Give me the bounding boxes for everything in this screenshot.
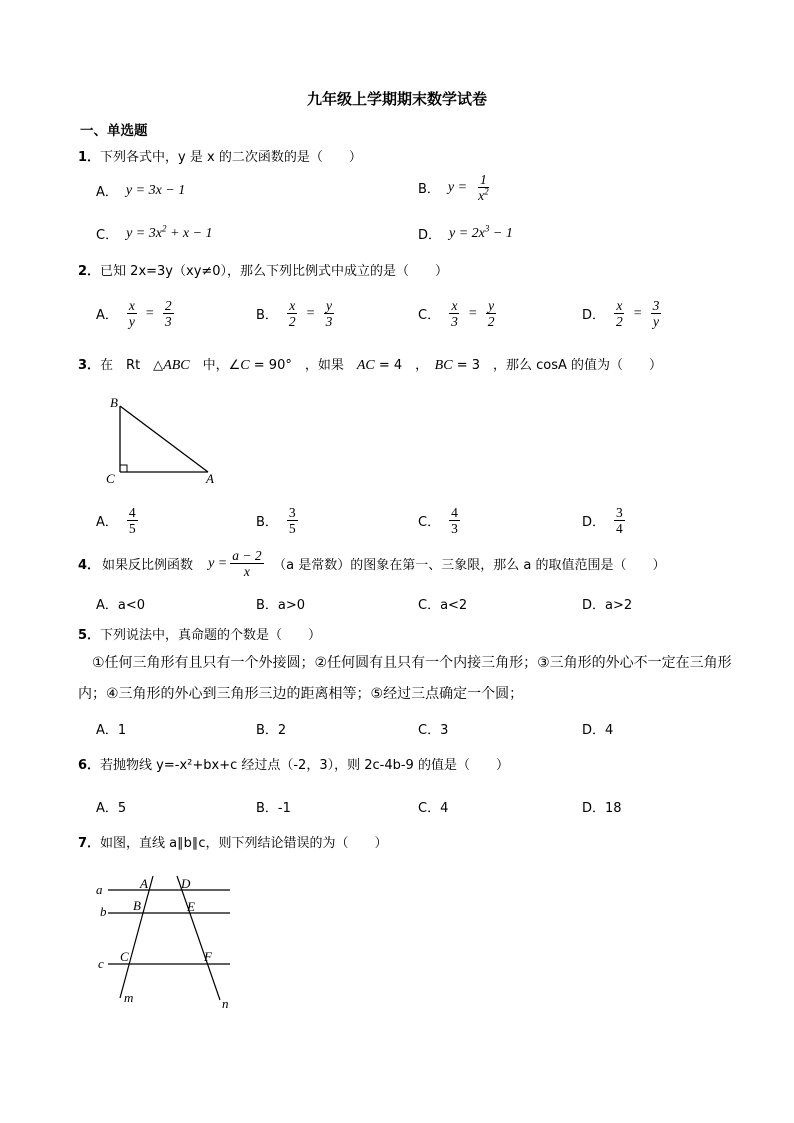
q4-option-d[interactable]: D．a>2 — [582, 598, 633, 613]
q2-option-d[interactable] — [582, 298, 662, 329]
option-label: C． — [418, 308, 441, 323]
q5-option-a[interactable]: A．1 — [96, 723, 127, 738]
q2-option-a[interactable] — [96, 298, 175, 329]
fraction-right: $\frac{3}{y}$ — [652, 298, 660, 329]
label-m: m — [124, 990, 134, 1005]
question-number: 3． — [78, 358, 101, 373]
question-number: 7． — [78, 836, 101, 851]
question-5 — [78, 624, 321, 643]
fraction: $\frac{3}{5}$ — [288, 505, 296, 536]
vertex-a-label: A — [206, 471, 214, 486]
q3-option-c[interactable] — [418, 505, 461, 536]
option-math: $y = 3x^2 + x - 1$ — [126, 222, 213, 241]
q4-option-c[interactable]: C．a<2 — [418, 598, 468, 613]
vertex-c-label: C — [106, 471, 115, 486]
label-point-e: E — [187, 899, 195, 914]
fraction-right: $\frac{2}{3}$ — [164, 298, 172, 329]
function-lhs: y = — [208, 555, 228, 571]
label-point-f: F — [204, 949, 212, 964]
question-1 — [78, 146, 362, 165]
option-label: B． — [256, 515, 278, 530]
right-angle-mark — [120, 465, 127, 472]
equals-sign: = — [306, 305, 315, 321]
option-label: A． — [96, 515, 118, 530]
question-number: 6． — [78, 758, 101, 773]
label-n: n — [222, 996, 229, 1011]
right-triangle-figure — [100, 392, 230, 492]
option-math: $y = 2x^3 - 1$ — [449, 222, 513, 241]
side-ab — [120, 406, 208, 472]
denominator: $x^2$ — [478, 186, 489, 203]
q5-option-c[interactable]: C．3 — [418, 723, 449, 738]
label-point-d: D — [181, 876, 191, 891]
option-label: D． — [418, 228, 442, 243]
function-fraction: $\frac{a - 2}{x}$ — [232, 548, 262, 579]
question-6 — [78, 754, 509, 773]
q5-option-d[interactable]: D．4 — [582, 723, 614, 738]
q5-statements: ①任何三角形有且只有一个外接圆；②任何圆有且只有一个内接三角形；③三角形的外心不一定在三角形内；④三角形的外心到三角形三边的距离相等；⑤经过三点确定一个圆； — [78, 655, 732, 702]
fraction: $\frac{3}{4}$ — [616, 505, 623, 536]
question-4 — [78, 548, 665, 579]
q1-option-b[interactable] — [418, 172, 492, 203]
question-text: 如图，直线 a∥b∥c，则下列结论错误的为（ ） — [100, 836, 388, 851]
option-label: B． — [418, 182, 440, 197]
q2-option-c[interactable] — [418, 298, 497, 329]
question-number: 1． — [78, 150, 101, 165]
option-math: y = 3x − 1 — [125, 182, 186, 198]
parallel-lines-figure — [90, 868, 250, 1018]
q6-option-a[interactable]: A．5 — [96, 801, 127, 816]
q1-option-a[interactable] — [96, 181, 185, 200]
option-label: D． — [582, 515, 606, 530]
q6-option-c[interactable]: C．4 — [418, 801, 449, 816]
q6-option-b[interactable]: B．-1 — [256, 801, 291, 816]
label-c: c — [98, 956, 104, 971]
fraction: $\frac{4}{3}$ — [451, 505, 458, 536]
question-2 — [78, 260, 448, 279]
fraction — [476, 172, 491, 203]
label-b: b — [100, 904, 107, 919]
question-text: 已知 2x=3y（xy≠0），那么下列比例式中成立的是（ ） — [100, 264, 449, 279]
question-7 — [78, 832, 388, 851]
label-point-c: C — [120, 949, 129, 964]
q4-option-a[interactable]: A．a<0 — [96, 598, 146, 613]
q2-option-b[interactable] — [256, 298, 335, 329]
q4-option-b[interactable]: B．a>0 — [256, 598, 306, 613]
question-number: 2． — [78, 264, 101, 279]
question-text: 下列各式中，y 是 x 的二次函数的是（ ） — [100, 150, 362, 165]
equals-sign: = — [468, 305, 477, 321]
option-math-lhs: y = — [447, 179, 468, 195]
line-n — [177, 876, 220, 1000]
question-text: 下列说法中，真命题的个数是（ ） — [100, 628, 322, 643]
line-m — [120, 876, 153, 998]
q3-option-a[interactable] — [96, 505, 139, 536]
equals-sign: = — [145, 305, 154, 321]
option-label: A． — [96, 185, 118, 200]
q6-option-d[interactable]: D．18 — [582, 801, 622, 816]
vertex-b-label: B — [110, 395, 118, 410]
label-point-b: B — [133, 898, 141, 913]
option-label: C． — [96, 228, 119, 243]
question-3: 3．在 Rt △ABC 中，∠C = 90° ，如果 AC = 4 ， BC = 3 ，那么 cosA 的值为（ ） — [78, 358, 663, 373]
fraction-left: $\frac{x}{3}$ — [451, 298, 458, 329]
question-text: 如果反比例函数 — [102, 558, 207, 573]
numerator: 1 — [479, 172, 487, 187]
fraction-right: $\frac{y}{3}$ — [325, 298, 333, 329]
q3-option-b[interactable] — [256, 505, 299, 536]
q3-option-d[interactable] — [582, 505, 626, 536]
q5-option-b[interactable]: B．2 — [256, 723, 287, 738]
equals-sign: = — [633, 305, 642, 321]
question-number: 4． — [78, 558, 101, 573]
q1-option-c[interactable] — [96, 224, 213, 243]
page-title: 九年级上学期期末数学试卷 — [306, 90, 487, 108]
fraction: $\frac{4}{5}$ — [128, 505, 136, 536]
option-label: C． — [418, 515, 441, 530]
q1-option-d[interactable] — [418, 224, 513, 243]
question-number: 5． — [78, 628, 101, 643]
fraction-left: $\frac{x}{2}$ — [616, 298, 623, 329]
option-label: A． — [96, 308, 118, 323]
section-heading: 一、单选题 — [80, 123, 148, 139]
fraction-right: $\frac{y}{2}$ — [487, 298, 495, 329]
label-a: a — [96, 882, 103, 897]
question-text: 若抛物线 y=-x²+bx+c 经过点（-2，3），则 2c-4b-9 的值是（ ） — [100, 758, 509, 773]
question-text: （a 是常数）的图象在第一、三象限，那么 a 的取值范围是（ ） — [266, 558, 666, 573]
option-label: D． — [582, 308, 606, 323]
label-point-a: A — [140, 876, 148, 891]
option-label: B． — [256, 308, 278, 323]
fraction-left: $\frac{x}{y}$ — [128, 298, 135, 329]
fraction-left: $\frac{x}{2}$ — [288, 298, 296, 329]
